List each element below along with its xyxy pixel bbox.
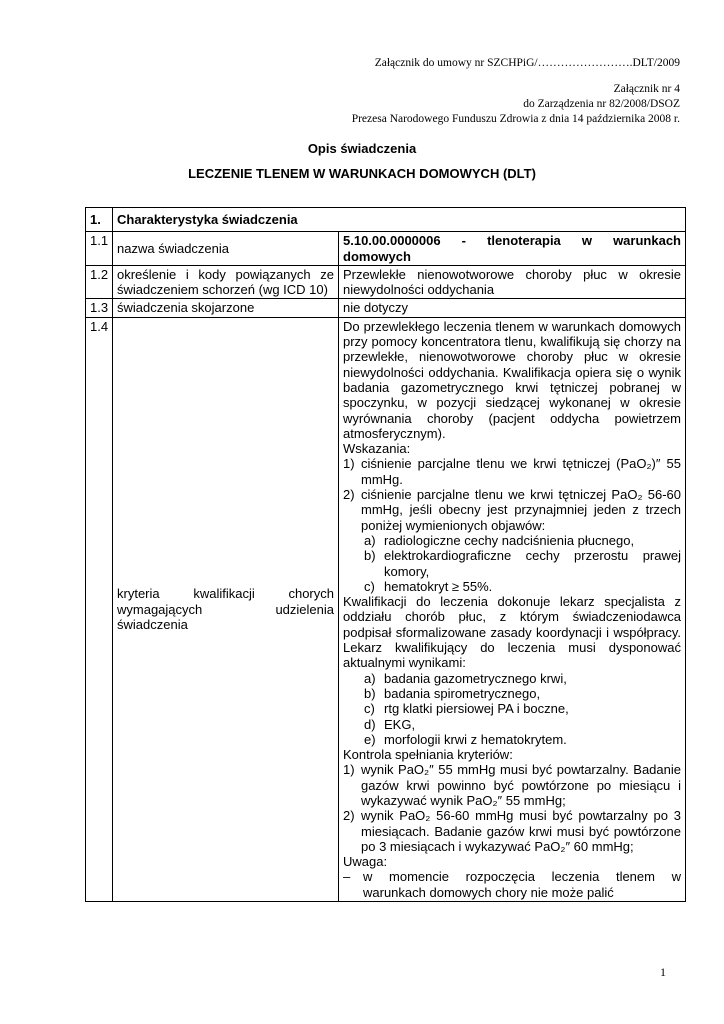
list-item: d) EKG, (364, 716, 416, 732)
criteria-intro: Do przewlekłego leczenia tlenem w warunkach domowych przy pomocy koncentratora tlenu, kwalifikują się chorzy na przewlekłe, nienowotworowe choroby płuc w okresie niewydolności oddychania. Kwalifikacja opiera się o wynik badania gazometrycznego krwi tętniczej pobranej w spoczynku, w pozycji siedzącej wykonanej w okresie wyrównania choroby (pacjent oddycha powietrzem atmosferycznym). (343, 318, 681, 441)
control-list (343, 762, 681, 854)
page-title: Opis świadczenia (307, 141, 417, 156)
list-item: b) badania spirometrycznego, (364, 685, 541, 701)
page-subtitle: LECZENIE TLENEM W WARUNKACH DOMOWYCH (DLT) (188, 166, 536, 181)
ordinance-issuer: Prezesa Narodowego Funduszu Zdrowia z dnia 14 października 2008 r. (351, 113, 680, 125)
list-item: c) hematokryt ≥ 55%. (364, 578, 493, 594)
list-item: b) elektrokardiograficzne cechy przerostu prawej komory, (364, 548, 681, 579)
row-number: 1.3 (86, 299, 113, 317)
row-number: 1.4 (86, 317, 113, 901)
row-label: kryteria kwalifikacji chorych wymagających udzielenia świadczenia (113, 317, 339, 901)
ordinance-number: do Zarządzenia nr 82/2008/DSOZ (523, 98, 680, 110)
service-description-table (85, 207, 686, 902)
list-item: c) rtg klatki piersiowej PA i boczne, (364, 701, 569, 717)
row-label: nazwa świadczenia (113, 232, 339, 266)
section-number: 1. (86, 208, 113, 232)
list-item: 2) ciśnienie parcjalne tlenu we krwi tętniczej PaO₂ 56-60 mmHg, jeśli obecny jest przynajmniej jeden z trzech poniżej wymienionych objawów: (343, 487, 681, 533)
row-label: określenie i kody powiązanych ze świadczeniem schorzeń (wg ICD 10) (113, 265, 339, 299)
row-value: nie dotyczy (339, 299, 686, 317)
qualification-criteria-cell (339, 317, 686, 901)
list-item: 1) wynik PaO₂″ 55 mmHg musi być powtarzalny. Badanie gazów krwi powinno być powtórzone po miesiącu i wykazywać wynik PaO₂″ 55 mmHg; (343, 762, 681, 808)
list-item: 2) wynik PaO₂ 56-60 mmHg musi być powtarzalny po 3 miesiącach. Badanie gazów krwi musi być powtórzone po 3 miesiącach i wykazywać PaO₂″ 60 mmHg; (343, 808, 681, 854)
page-number: 1 (660, 965, 666, 979)
list-item: – w momencie rozpoczęcia leczenia tlenem w warunkach domowych chory nie może palić (343, 869, 681, 900)
note-list (343, 869, 681, 900)
section-title: Charakterystyka świadczenia (113, 208, 686, 232)
list-item: a) badania gazometrycznego krwi, (364, 670, 567, 686)
row-number: 1.1 (86, 232, 113, 266)
required-results-list (343, 671, 681, 747)
table-row (86, 232, 686, 266)
list-item: 1) ciśnienie parcjalne tlenu we krwi tętniczej (PaO₂)″ 55 mmHg. (343, 456, 681, 487)
symptoms-list (343, 533, 681, 594)
indications-list (343, 456, 681, 532)
list-item: a) radiologiczne cechy nadciśnienia płucnego, (364, 532, 635, 548)
qualification-text: Kwalifikacji do leczenia dokonuje lekarz specjalista z oddziału chorób płuc, z którym świadczeniodawca podpisał sformalizowane zasady koordynacji i współpracy. Lekarz kwalifikujący do leczenia musi dysponować aktualnymi wynikami: (343, 594, 681, 671)
table-section-header (86, 208, 686, 232)
table-row (86, 265, 686, 299)
agreement-annex-line: Załącznik do umowy nr SZCHPiG/…………………….DLT/2009 (374, 57, 680, 69)
indications-heading: Wskazania: (343, 441, 411, 457)
row-number: 1.2 (86, 265, 113, 299)
row-value: 5.10.00.0000006 - tlenoterapia w warunkach domowych (339, 232, 686, 266)
row-label: świadczenia skojarzone (113, 299, 339, 317)
table-row (86, 299, 686, 317)
control-heading: Kontrola spełniania kryteriów: (343, 747, 513, 763)
note-heading: Uwaga: (343, 854, 388, 870)
annex-number: Załącznik nr 4 (613, 83, 680, 95)
list-item: e) morfologii krwi z hematokrytem. (364, 731, 567, 747)
table-row (86, 317, 686, 901)
row-value: Przewlekłe nienowotworowe choroby płuc w okresie niewydolności oddychania (339, 265, 686, 299)
